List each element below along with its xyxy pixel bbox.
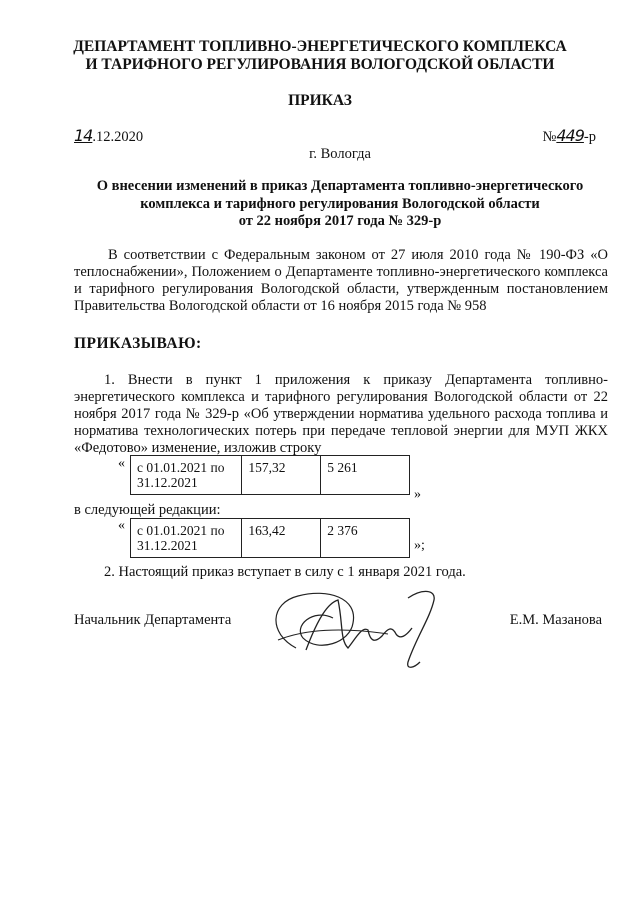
document-subject [70, 178, 610, 231]
document-number [543, 126, 596, 146]
subject-line-2: комплекса и тарифного регулирования Вологодской области [140, 195, 540, 212]
subject-line-1: О внесении изменений в приказ Департамента топливно-энергетического [96, 178, 584, 194]
quote-open-1: « [118, 456, 125, 471]
document-date [74, 126, 143, 146]
quote-open-2: « [118, 518, 125, 533]
subject-line-3: от 22 ноября 2017 года № 329-р [238, 213, 442, 229]
new-value1-cell: 163,42 [242, 519, 321, 558]
quote-close-2: »; [414, 538, 425, 553]
order-word: ПРИКАЗЫВАЮ: [74, 335, 202, 352]
preamble-paragraph: В соответствии с Федеральным законом от 27 июля 2010 года № 190-ФЗ «О теплоснабжении», Положением о Департаменте топливно-энергетического комплекса и тарифного регулирования Вологодской области, утвержденным постановлением Правительства Вологодской области от 16 ноября 2015 года № 958 [74, 247, 608, 314]
quote-close-1: » [414, 487, 421, 502]
old-value2-cell: 5 261 [321, 456, 410, 495]
item-2-paragraph: 2. Настоящий приказ вступает в силу с 1 января 2021 года. [104, 564, 466, 580]
signatory-title: Начальник Департамента [74, 612, 232, 628]
organization-name [60, 38, 580, 74]
handwritten-signature [258, 578, 458, 678]
old-value1-cell: 157,32 [242, 456, 321, 495]
org-line-1: ДЕПАРТАМЕНТ ТОПЛИВНО-ЭНЕРГЕТИЧЕСКОГО КОМПЛЕКСА [73, 38, 567, 55]
document-type: ПРИКАЗ [288, 92, 352, 109]
number-handwritten: 449 [556, 126, 584, 145]
date-day-handwritten: 14 [74, 126, 93, 145]
new-row-table [130, 518, 410, 558]
new-edition-label: в следующей редакции: [74, 502, 221, 518]
number-suffix: -р [583, 129, 596, 145]
table-row [131, 519, 410, 558]
table-row [131, 456, 410, 495]
city: г. Вологда [309, 146, 371, 162]
org-line-2: И ТАРИФНОГО РЕГУЛИРОВАНИЯ ВОЛОГОДСКОЙ ОБЛАСТИ [85, 56, 555, 73]
item-1-paragraph: 1. Внести в пункт 1 приложения к приказу Департамента топливно-энергетического комплекса и тарифного регулирования Вологодской области от 22 ноября 2017 года № 329-р «Об утверждении норматива удельного расхода топлива и норматива технологических потерь при передаче тепловой энергии для МУП ЖКХ «Федотово» изменение, изложив строку [74, 372, 608, 456]
number-prefix: № [542, 129, 557, 145]
signatory-name: Е.М. Мазанова [509, 612, 602, 628]
old-period-cell: с 01.01.2021 по 31.12.2021 [131, 456, 242, 495]
old-row-table [130, 455, 410, 495]
date-rest: .12.2020 [92, 129, 144, 145]
new-period-cell: с 01.01.2021 по 31.12.2021 [131, 519, 242, 558]
new-value2-cell: 2 376 [321, 519, 410, 558]
